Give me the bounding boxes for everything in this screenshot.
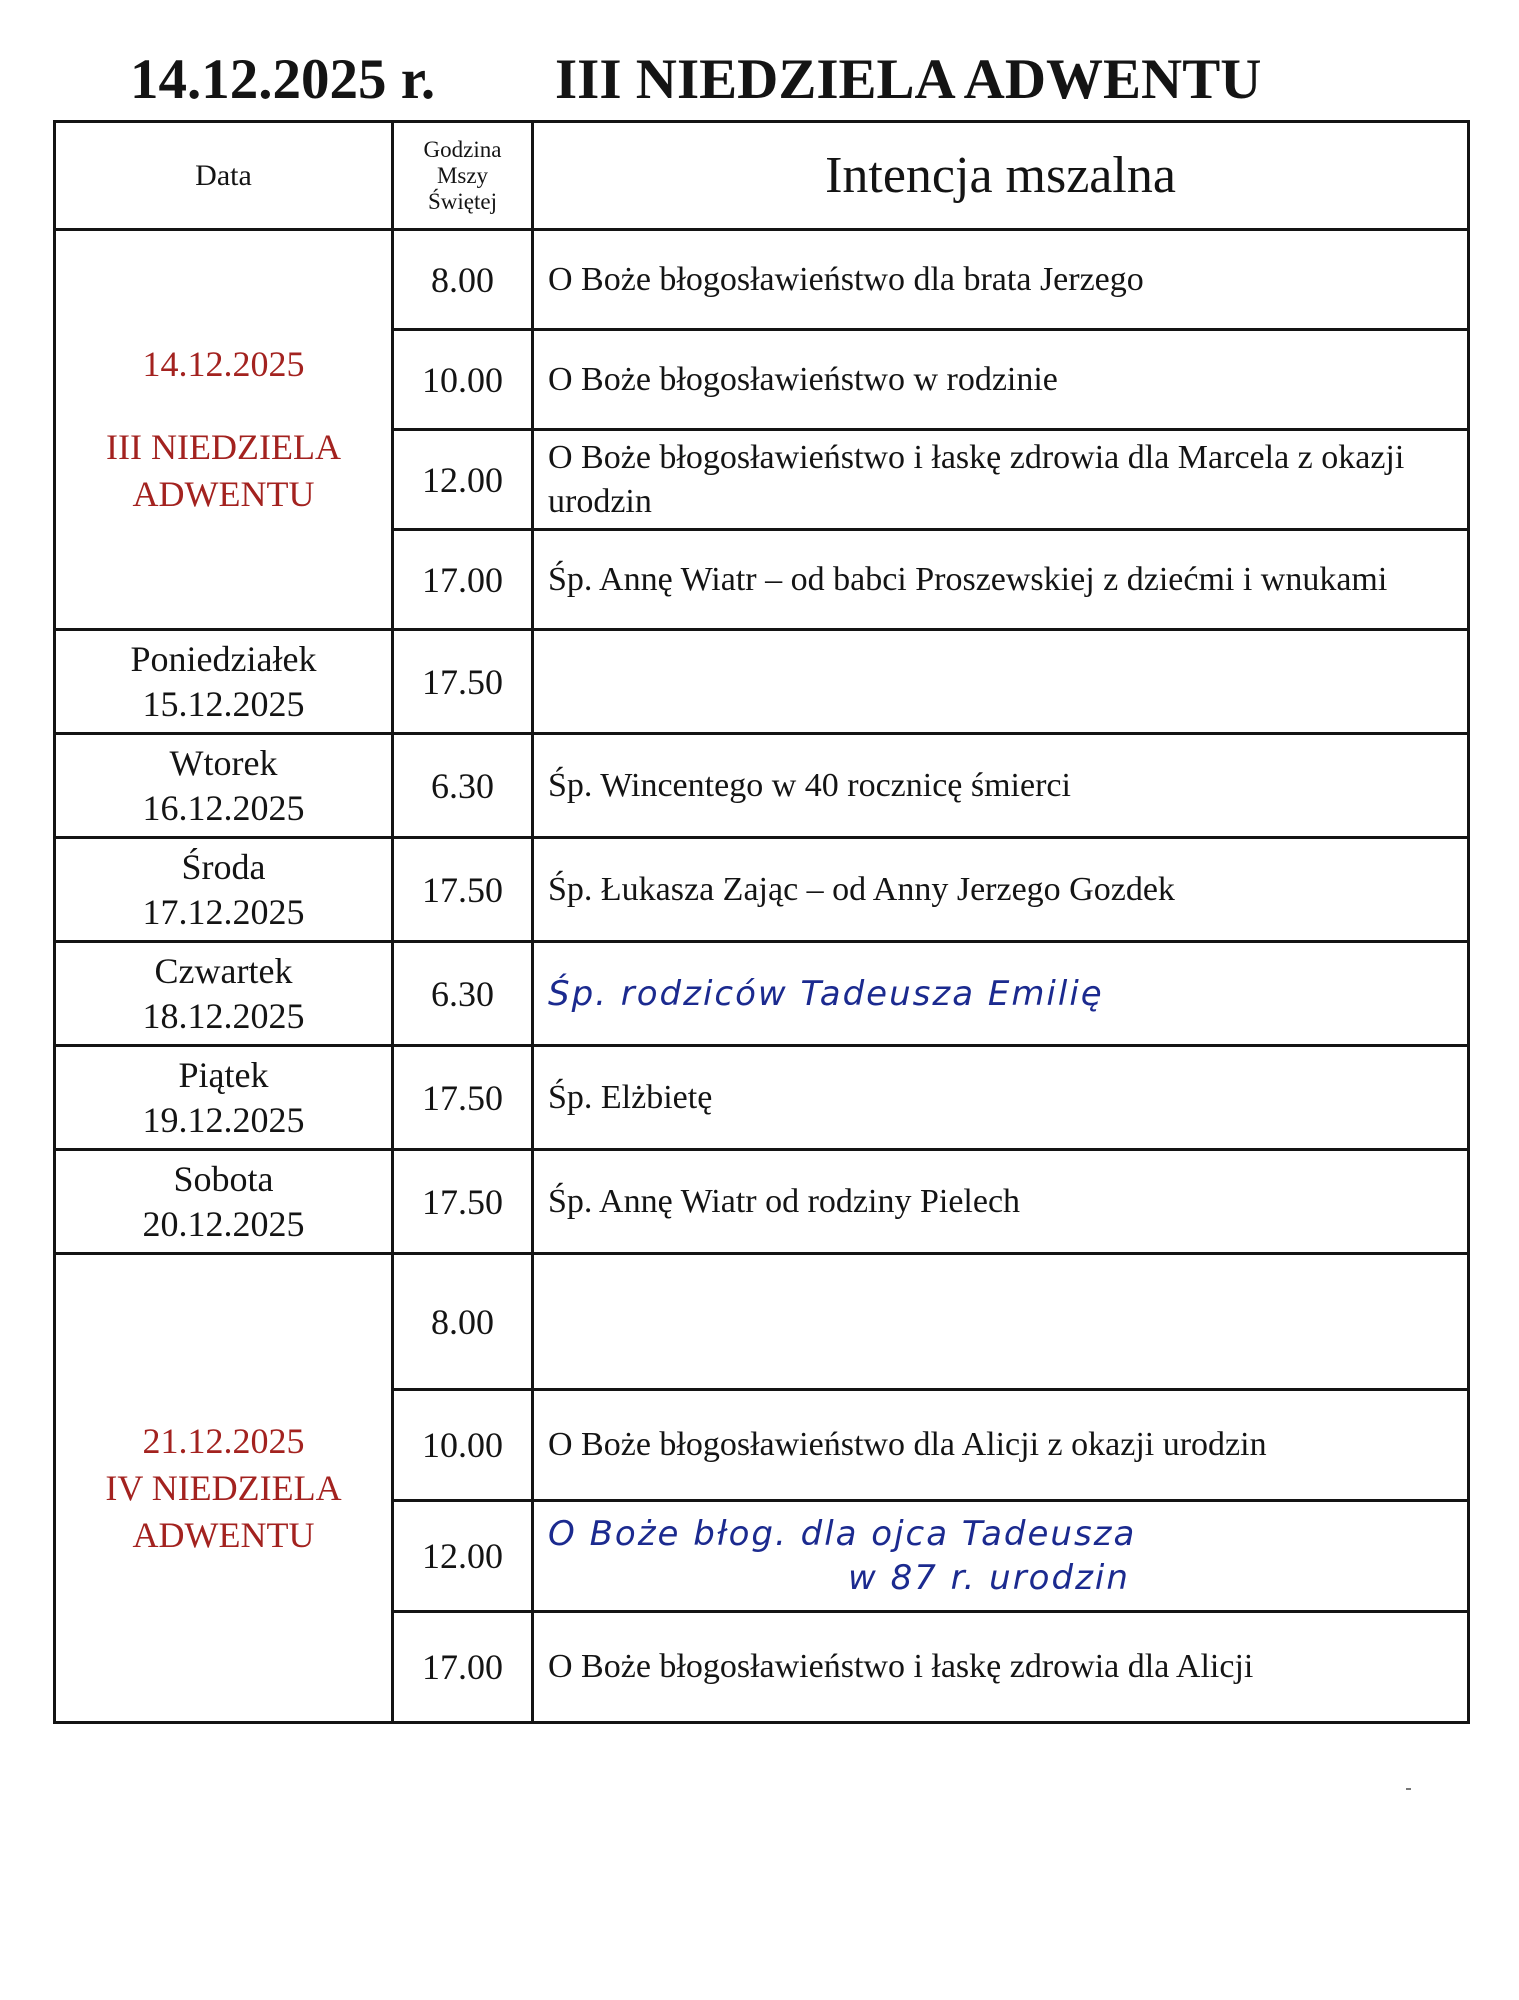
mass-intention: Śp. Elżbietę	[533, 1046, 1469, 1150]
mass-hour: 8.00	[393, 1254, 533, 1390]
weekday-cell	[55, 630, 393, 734]
header-hour	[393, 122, 533, 230]
table-row	[55, 1254, 1469, 1390]
handwritten-intention: Śp. rodziców Tadeusza Emilię	[533, 942, 1469, 1046]
handwritten-line-1: O Boże błog. dla ojca Tadeusza	[548, 1514, 1137, 1554]
weekday-name: Wtorek	[169, 742, 278, 783]
weekday-name: Środa	[181, 846, 266, 887]
mass-hour: 17.50	[393, 630, 533, 734]
weekday-date: 16.12.2025	[142, 787, 305, 828]
mass-intention: O Boże błogosławieństwo w rodzinie	[533, 330, 1469, 430]
mass-hour: 10.00	[393, 330, 533, 430]
mass-hour: 10.00	[393, 1390, 533, 1501]
mass-hour: 6.30	[393, 942, 533, 1046]
weekday-date: 15.12.2025	[142, 683, 305, 724]
table-row	[55, 1046, 1469, 1150]
table-row	[55, 942, 1469, 1046]
sunday-name-line-1: III NIEDZIELA	[106, 427, 341, 467]
table-header-row	[55, 122, 1469, 230]
title-date: 14.12.2025 r.	[130, 48, 436, 111]
weekday-cell	[55, 838, 393, 942]
weekday-cell	[55, 1046, 393, 1150]
title-name: III NIEDZIELA ADWENTU	[555, 48, 1262, 111]
sunday-date-cell	[55, 1254, 393, 1723]
sunday-date-cell	[55, 230, 393, 630]
table-row	[55, 230, 1469, 330]
table-row	[55, 1150, 1469, 1254]
mass-intention: Śp. Annę Wiatr od rodziny Pielech	[533, 1150, 1469, 1254]
mass-intention: O Boże błogosławieństwo dla brata Jerzego	[533, 230, 1469, 330]
mass-hour: 17.00	[393, 1612, 533, 1723]
header-hour-line-3: Świętej	[428, 188, 497, 214]
table-row	[55, 630, 1469, 734]
weekday-date: 17.12.2025	[142, 891, 305, 932]
weekday-cell	[55, 942, 393, 1046]
header-hour-line-2: Mszy	[436, 162, 489, 188]
sunday-name-line-2: ADWENTU	[132, 1514, 315, 1555]
mass-schedule-table	[53, 120, 1470, 1724]
mass-intention: O Boże błogosławieństwo i łaskę zdrowia dla Alicji	[533, 1612, 1469, 1723]
table-row	[55, 734, 1469, 838]
header-intention: Intencja mszalna	[533, 122, 1469, 230]
sunday-name-line-1: IV NIEDZIELA	[105, 1467, 342, 1508]
sunday-date: 14.12.2025	[142, 344, 305, 384]
mass-intention: O Boże błogosławieństwo dla Alicji z okazji urodzin	[533, 1390, 1469, 1501]
header-data: Data	[55, 122, 393, 230]
weekday-date: 18.12.2025	[142, 995, 305, 1036]
mass-hour: 17.00	[393, 530, 533, 630]
mass-hour: 17.50	[393, 1150, 533, 1254]
mass-hour: 8.00	[393, 230, 533, 330]
mass-hour: 17.50	[393, 1046, 533, 1150]
mass-hour: 17.50	[393, 838, 533, 942]
header-hour-line-1: Godzina	[423, 136, 502, 162]
weekday-cell	[55, 1150, 393, 1254]
mass-hour: 12.00	[393, 430, 533, 530]
weekday-date: 19.12.2025	[142, 1099, 305, 1140]
mass-intention: Śp. Annę Wiatr – od babci Proszewskiej z dziećmi i wnukami	[533, 530, 1469, 630]
handwritten-intention	[533, 1501, 1469, 1612]
mass-intention: Śp. Wincentego w 40 rocznicę śmierci	[533, 734, 1469, 838]
mass-intention: Śp. Łukasza Zając – od Anny Jerzego Gozdek	[533, 838, 1469, 942]
weekday-name: Czwartek	[154, 950, 293, 991]
weekday-name: Piątek	[178, 1054, 269, 1095]
weekday-name: Poniedziałek	[130, 638, 317, 679]
mass-intention	[533, 1254, 1469, 1390]
mass-intention	[533, 630, 1469, 734]
weekday-cell	[55, 734, 393, 838]
scan-speck	[1406, 1788, 1411, 1790]
handwritten-line-2: w 87 r. urodzin	[848, 1558, 1130, 1598]
page-title	[130, 40, 1360, 120]
mass-hour: 12.00	[393, 1501, 533, 1612]
weekday-name: Sobota	[173, 1158, 274, 1199]
sunday-date: 21.12.2025	[142, 1420, 305, 1461]
mass-intention: O Boże błogosławieństwo i łaskę zdrowia dla Marcela z okazji urodzin	[533, 430, 1469, 530]
weekday-date: 20.12.2025	[142, 1203, 305, 1244]
table-row	[55, 838, 1469, 942]
sunday-name-line-2: ADWENTU	[132, 474, 315, 514]
mass-hour: 6.30	[393, 734, 533, 838]
